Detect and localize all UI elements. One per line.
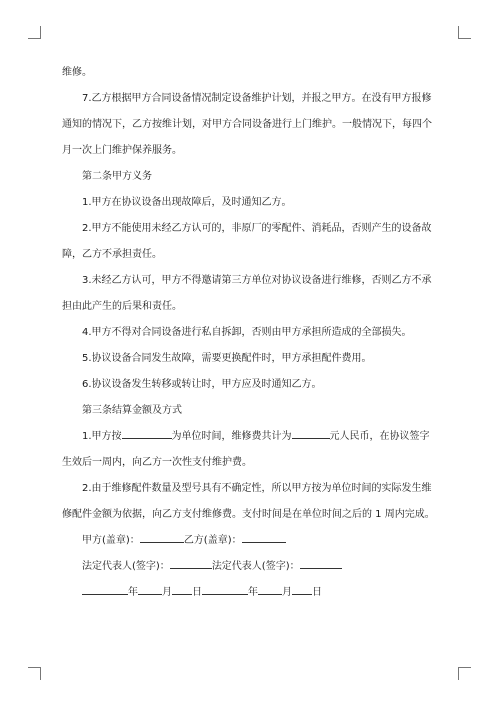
text-line: 维修。 bbox=[62, 67, 92, 78]
clause-text: 为单位时间，维修费共计为 bbox=[171, 431, 292, 442]
settlement-clause-1-line-1 bbox=[62, 424, 438, 450]
section-heading-settlement: 第三条结算金额及方式 bbox=[82, 405, 182, 416]
day-label: 日 bbox=[192, 587, 202, 598]
crop-mark-top-right bbox=[458, 26, 471, 39]
settlement-clause-2-line-1: 2.由于维修配件数量及型号具有不确定性，所以甲方按为单位时间的实际发生维 bbox=[82, 483, 432, 494]
month-a-blank[interactable] bbox=[138, 584, 162, 595]
amount-blank[interactable] bbox=[292, 428, 330, 439]
month-b-blank[interactable] bbox=[258, 584, 282, 595]
section-heading-party-a-obligations: 第二条甲方义务 bbox=[82, 171, 152, 182]
year-label: 年 bbox=[248, 587, 258, 598]
clause-text: 1.甲方按 bbox=[82, 431, 122, 442]
day-label: 日 bbox=[312, 587, 322, 598]
settlement-clause-2-line-2: 修配件金额为依据，向乙方支付维修费。支付时间是在单位时间之后的 1 周内完成。 bbox=[62, 509, 435, 520]
rep-a-label: 法定代表人(签字)： bbox=[82, 561, 170, 572]
obligation-3-line-2: 担由此产生的后果和责任。 bbox=[62, 301, 182, 312]
year-label: 年 bbox=[128, 587, 138, 598]
unit-time-blank[interactable] bbox=[122, 428, 172, 439]
date-line bbox=[62, 580, 438, 606]
obligation-4: 4.甲方不得对合同设备进行私自拆卸，否则由甲方承担所造成的全部损失。 bbox=[82, 327, 412, 338]
obligation-2-line-2: 障，乙方不承担责任。 bbox=[62, 249, 162, 260]
obligation-5: 5.协议设备合同发生故障，需要更换配件时，甲方承担配件费用。 bbox=[82, 353, 372, 364]
obligation-2-line-1: 2.甲方不能使用未经乙方认可的，非原厂的零配件、消耗品，否则产生的设备故 bbox=[82, 223, 432, 234]
representative-line bbox=[62, 554, 438, 580]
obligation-3-line-1: 3.未经乙方认可，甲方不得邀请第三方单位对协议设备进行维修，否则乙方不承 bbox=[82, 275, 432, 286]
month-label: 月 bbox=[282, 587, 292, 598]
party-a-seal-label: 甲方(盖章)： bbox=[82, 535, 140, 546]
year-a-blank[interactable] bbox=[82, 584, 128, 595]
obligation-6: 6.协议设备发生转移或转让时，甲方应及时通知乙方。 bbox=[82, 379, 322, 390]
party-b-seal-blank[interactable] bbox=[242, 532, 286, 543]
crop-mark-top-left bbox=[28, 26, 41, 39]
settlement-clause-1-line-2: 生效后一周内，向乙方一次性支付维护费。 bbox=[62, 457, 252, 468]
crop-mark-bottom-left bbox=[28, 667, 41, 680]
rep-b-label: 法定代表人(签字)： bbox=[211, 561, 300, 572]
clause-7-line-3: 月一次上门维护保养服务。 bbox=[62, 145, 182, 156]
clause-7-line-2: 通知的情况下，乙方按维计划，对甲方合同设备进行上门维护。一般情况下，每四个 bbox=[62, 119, 432, 130]
seal-line bbox=[62, 528, 438, 554]
year-b-blank[interactable] bbox=[202, 584, 248, 595]
day-a-blank[interactable] bbox=[172, 584, 192, 595]
obligation-1: 1.甲方在协议设备出现故障后，及时通知乙方。 bbox=[82, 197, 292, 208]
crop-mark-bottom-right bbox=[458, 667, 471, 680]
rep-b-blank[interactable] bbox=[300, 558, 342, 569]
document-page bbox=[62, 60, 438, 606]
clause-text: 元人民币，在协议签字 bbox=[329, 431, 430, 442]
party-b-seal-label: 乙方(盖章)： bbox=[183, 535, 242, 546]
day-b-blank[interactable] bbox=[292, 584, 312, 595]
rep-a-blank[interactable] bbox=[170, 558, 212, 569]
month-label: 月 bbox=[162, 587, 172, 598]
party-a-seal-blank[interactable] bbox=[140, 532, 184, 543]
clause-7-line-1: 7.乙方根据甲方合同设备情况制定设备维护计划，并报之甲方。在没有甲方报修 bbox=[82, 93, 432, 104]
